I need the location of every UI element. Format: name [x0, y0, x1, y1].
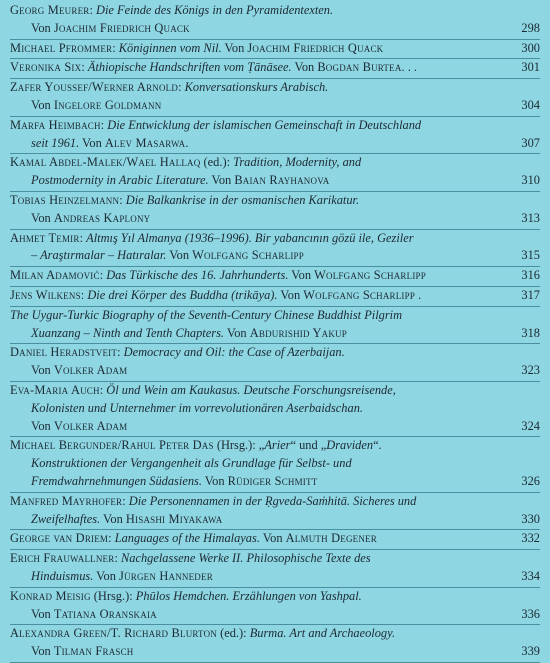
- toc-entry-line: [10, 418, 508, 436]
- author-name: Ahmet Temir: [10, 230, 80, 245]
- toc-entry-line: [10, 455, 508, 473]
- toc-entry-text: [10, 2, 508, 38]
- toc-entry-line: [10, 79, 508, 97]
- connector-text: Von: [31, 20, 54, 35]
- toc-entry-text: [10, 344, 508, 380]
- toc-entry-line: [10, 493, 508, 511]
- toc-entry: [10, 550, 540, 588]
- toc-entry-line: [10, 192, 508, 210]
- title-text: Die Personennamen in der Ṛgveda-Saṁhitā. Sicheres und: [128, 493, 417, 508]
- toc-entry: [10, 267, 540, 287]
- toc-entry-text: [10, 79, 508, 115]
- title-text: Draviden: [326, 438, 374, 453]
- title-text: seit 1961.: [31, 135, 80, 150]
- toc-entry-line: [10, 20, 508, 38]
- toc-entry: [10, 192, 540, 230]
- toc-entry-text: [10, 287, 508, 305]
- toc-entry-line: [10, 2, 508, 20]
- title-text: Phūlos Hemdchen. Erzählungen von Yashpal.: [135, 588, 362, 603]
- author-name: Joachim Friedrich Quack: [53, 20, 190, 35]
- author-name: George van Driem: [10, 531, 109, 546]
- title-text: Konstruktionen der Vergangenheit als Grundlage für Selbst- und: [31, 456, 352, 471]
- author-name: Abdurishid Yakup: [249, 325, 347, 340]
- toc-entry-text: [10, 117, 508, 153]
- toc-entry-line: [10, 40, 508, 58]
- author-name: Almuth Degener: [285, 531, 377, 546]
- page-number: 326: [521, 473, 540, 488]
- toc-entry-line: [10, 59, 508, 77]
- connector-text: Von: [79, 135, 105, 150]
- connector-text: Von: [100, 511, 126, 526]
- toc-entry-text: [10, 588, 508, 624]
- author-name: Georg Meurer: [10, 3, 90, 17]
- author-name: Manfred Mayrhofer: [10, 493, 123, 508]
- title-text: Hinduismus.: [31, 568, 94, 583]
- toc-entry-text: [10, 230, 508, 266]
- connector-text: :: [108, 531, 115, 546]
- page-number: 315: [521, 248, 540, 263]
- toc-entry: [10, 625, 540, 663]
- author-name: Tobias Heinzelmann: [10, 192, 120, 207]
- connector-text: Von: [224, 325, 250, 340]
- author-name: Konrad Meisig: [10, 588, 91, 603]
- page-number: 301: [521, 60, 540, 75]
- toc-entry-text: [10, 437, 508, 490]
- toc-entry: [10, 307, 540, 345]
- connector-text: .: [185, 135, 189, 150]
- author-name: Bogdan Burtea: [317, 60, 402, 75]
- toc-entry-line: [10, 568, 508, 586]
- author-name: Joachim Friedrich Quack: [247, 40, 384, 55]
- page-number: 336: [521, 606, 540, 621]
- toc-entry-line: [10, 135, 508, 153]
- toc-entry-line: [10, 437, 508, 455]
- author-name: Daniel Heradstveit: [10, 345, 118, 360]
- toc-entry-line: [10, 473, 508, 491]
- page-number: 317: [521, 287, 540, 302]
- toc-entry-line: [10, 307, 508, 325]
- toc-entry-line: [10, 625, 508, 643]
- title-text: Königinnen vom Nil.: [118, 40, 222, 55]
- connector-text: Von: [201, 473, 228, 488]
- toc-entry-text: [10, 625, 508, 661]
- connector-text: :: [99, 268, 107, 283]
- connector-text: :: [119, 192, 126, 207]
- author-name: Michael Pfrommer: [10, 40, 113, 55]
- connector-text: Von: [166, 248, 193, 263]
- title-text: The Uygur-Turkic Biography of the Seventh-Century Chinese Buddhist Pilgrim: [10, 307, 403, 322]
- toc-entry-line: [10, 267, 508, 285]
- toc-entry-line: [10, 344, 508, 362]
- toc-entry-line: [10, 511, 508, 529]
- author-name: Erich Frauwallner: [10, 551, 115, 566]
- author-name: Jens Wilkens: [10, 287, 81, 302]
- connector-text: Von: [259, 531, 286, 546]
- toc-entry: [10, 59, 540, 79]
- connector-text: Von: [277, 287, 304, 302]
- page-number: 298: [521, 20, 540, 35]
- toc-entry: [10, 79, 540, 117]
- author-name: Kamal Abdel-Malek/Wael Hallaq: [10, 155, 201, 170]
- author-name: Jürgen Hanneder: [119, 568, 213, 583]
- toc-entry: [10, 154, 540, 192]
- connector-text: Von: [31, 418, 54, 433]
- toc-entry: [10, 493, 540, 531]
- connector-text: Von: [291, 60, 318, 75]
- toc-entry-text: [10, 530, 508, 548]
- connector-text: (ed.):: [200, 155, 234, 170]
- title-text: – Araştırmalar – Hatıralar.: [31, 248, 167, 263]
- toc-entry-line: [10, 325, 508, 343]
- author-name: Eva-Maria Auch: [10, 382, 100, 397]
- toc-entry-line: [10, 117, 508, 135]
- connector-text: :: [100, 117, 108, 132]
- author-name: Alev Masarwa: [104, 135, 186, 150]
- toc-entry: [10, 530, 540, 550]
- title-text: Tradition, Modernity, and: [233, 155, 362, 170]
- toc-entry: [10, 230, 540, 268]
- toc-entry-text: [10, 154, 508, 190]
- title-text: Kolonisten und Unternehmer im vorrevolutionären Aserbaidschan.: [31, 400, 363, 415]
- title-text: Fremdwahrnehmungen Südasiens.: [31, 473, 202, 488]
- connector-text: Von: [31, 210, 54, 225]
- author-name: Andreas Kaplony: [53, 210, 151, 225]
- author-name: Ingelore Goldmann: [53, 97, 162, 112]
- toc-entry-line: [10, 530, 508, 548]
- toc-entry-text: [10, 382, 508, 435]
- toc-entry-line: [10, 382, 508, 400]
- toc-entry-line: [10, 230, 508, 248]
- title-text: Öl und Wein am Kaukasus. Deutsche Forschungsreisende,: [106, 382, 396, 397]
- connector-text: :: [79, 230, 87, 245]
- author-name: Michael Bergunder/Rahul Peter Das: [10, 438, 214, 453]
- title-text: Postmodernity in Arabic Literature.: [31, 173, 209, 188]
- toc-entry-line: [10, 247, 508, 265]
- toc-entry: [10, 344, 540, 382]
- connector-text: :: [117, 345, 124, 360]
- connector-text: :: [122, 493, 129, 508]
- title-text: Äthiopische Handschriften vom Ṭānāsee.: [87, 60, 292, 75]
- connector-text: :: [178, 80, 185, 95]
- connector-text: :: [114, 551, 122, 566]
- author-name: Milan Adamović: [10, 268, 100, 283]
- author-name: Tatiana Oranskaia: [53, 606, 157, 621]
- title-text: Zweifelhaftes.: [31, 511, 101, 526]
- title-text: Burma. Art and Archaeology.: [249, 626, 396, 641]
- connector-text: :: [80, 287, 88, 302]
- title-text: Das Türkische des 16. Jahrhunderts.: [106, 268, 289, 283]
- page-number: 318: [521, 325, 540, 340]
- toc-entry: [10, 117, 540, 155]
- page-number: 316: [521, 268, 540, 283]
- connector-text: (Hrsg.): „: [213, 438, 265, 453]
- connector-text: Von: [288, 268, 315, 283]
- author-name: Zafer Youssef/Werner Arnold: [10, 80, 179, 95]
- connector-text: Von: [93, 568, 120, 583]
- toc-entry-line: [10, 362, 508, 380]
- page-number: 330: [521, 511, 540, 526]
- toc-entry-text: [10, 267, 508, 285]
- author-name: Baian Rayhanova: [234, 173, 330, 188]
- toc-entry: [10, 40, 540, 60]
- author-name: Hisashi Miyakawa: [125, 511, 223, 526]
- page-number: 324: [521, 418, 540, 433]
- title-text: Arier: [264, 438, 291, 453]
- title-text: Xuanzang – Ninth and Tenth Chapters.: [31, 325, 224, 340]
- author-name: Veronika Six: [10, 60, 82, 75]
- title-text: Die drei Körper des Buddha (trikāya).: [87, 287, 278, 302]
- title-text: Konversationskurs Arabisch.: [184, 80, 329, 95]
- toc-entry-line: [10, 550, 508, 568]
- author-name: Wolfgang Scharlipp: [303, 287, 416, 302]
- toc-entry: [10, 437, 540, 492]
- connector-text: .: [415, 287, 422, 302]
- title-text: Languages of the Himalayas.: [114, 531, 260, 546]
- toc-entry-line: [10, 172, 508, 190]
- toc-entry-line: [10, 606, 508, 624]
- page-number: 313: [521, 210, 540, 225]
- toc-entry-line: [10, 643, 508, 661]
- toc-entry-text: [10, 550, 508, 586]
- toc-entry-line: [10, 588, 508, 606]
- title-text: Die Balkankrise in der osmanischen Karikatur.: [125, 192, 360, 207]
- connector-text: :: [81, 60, 88, 75]
- toc-entry-line: [10, 97, 508, 115]
- author-name: Rüdiger Schmitt: [227, 473, 318, 488]
- page-number: 300: [521, 40, 540, 55]
- toc-entry-line: [10, 210, 508, 228]
- connector-text: Von: [208, 173, 235, 188]
- author-name: Wolfgang Scharlipp: [192, 248, 304, 263]
- connector-text: (Hrsg.):: [90, 588, 136, 603]
- page-number: 332: [521, 531, 540, 546]
- toc-entry-text: [10, 59, 508, 77]
- page-number: 307: [521, 135, 540, 150]
- page-number: 323: [521, 363, 540, 378]
- author-name: Wolfgang Scharlipp: [314, 268, 426, 283]
- connector-text: Von: [31, 363, 54, 378]
- author-name: Volker Adam: [53, 418, 128, 433]
- page-number: 310: [521, 173, 540, 188]
- toc-entry: [10, 382, 540, 437]
- connector-text: Von: [221, 40, 248, 55]
- toc-entry-text: [10, 40, 508, 58]
- toc-entry-text: [10, 307, 508, 343]
- connector-text: (ed.):: [217, 626, 250, 641]
- author-name: Alexandra Green/T. Richard Blurton: [10, 626, 217, 641]
- connector-text: :: [99, 382, 107, 397]
- author-name: Tilman Frasch: [53, 644, 134, 659]
- title-text: Democracy and Oil: the Case of Azerbaijan.: [123, 345, 345, 360]
- title-text: Die Feinde des Königs in den Pyramidentexten.: [96, 3, 334, 17]
- toc-entry: [10, 287, 540, 307]
- connector-text: :: [112, 40, 119, 55]
- connector-text: Von: [31, 644, 54, 659]
- page-number: 339: [521, 644, 540, 659]
- toc-entry-line: [10, 154, 508, 172]
- connector-text: Von: [31, 97, 54, 112]
- connector-text: Von: [31, 606, 54, 621]
- author-name: Volker Adam: [53, 363, 128, 378]
- connector-text: “.: [373, 438, 382, 453]
- page-number: 334: [521, 568, 540, 583]
- title-text: Nachgelassene Werke II. Philosophische Texte des: [121, 551, 371, 566]
- toc-entry: [10, 588, 540, 626]
- page-number: 304: [521, 97, 540, 112]
- author-name: Marfa Heimbach: [10, 117, 101, 132]
- connector-text: :: [89, 3, 97, 17]
- toc-entry-line: [10, 287, 508, 305]
- toc-entry-text: [10, 493, 508, 529]
- toc-entry: [10, 2, 540, 40]
- title-text: Altmış Yıl Almanya (1936–1996). Bir yabancının gözü ile, Geziler: [86, 230, 414, 245]
- connector-text: “ und „: [290, 438, 327, 453]
- toc-entry-text: [10, 192, 508, 228]
- toc-entry-line: [10, 400, 508, 418]
- connector-text: . . .: [401, 60, 418, 75]
- title-text: Die Entwicklung der islamischen Gemeinschaft in Deutschland: [107, 117, 422, 132]
